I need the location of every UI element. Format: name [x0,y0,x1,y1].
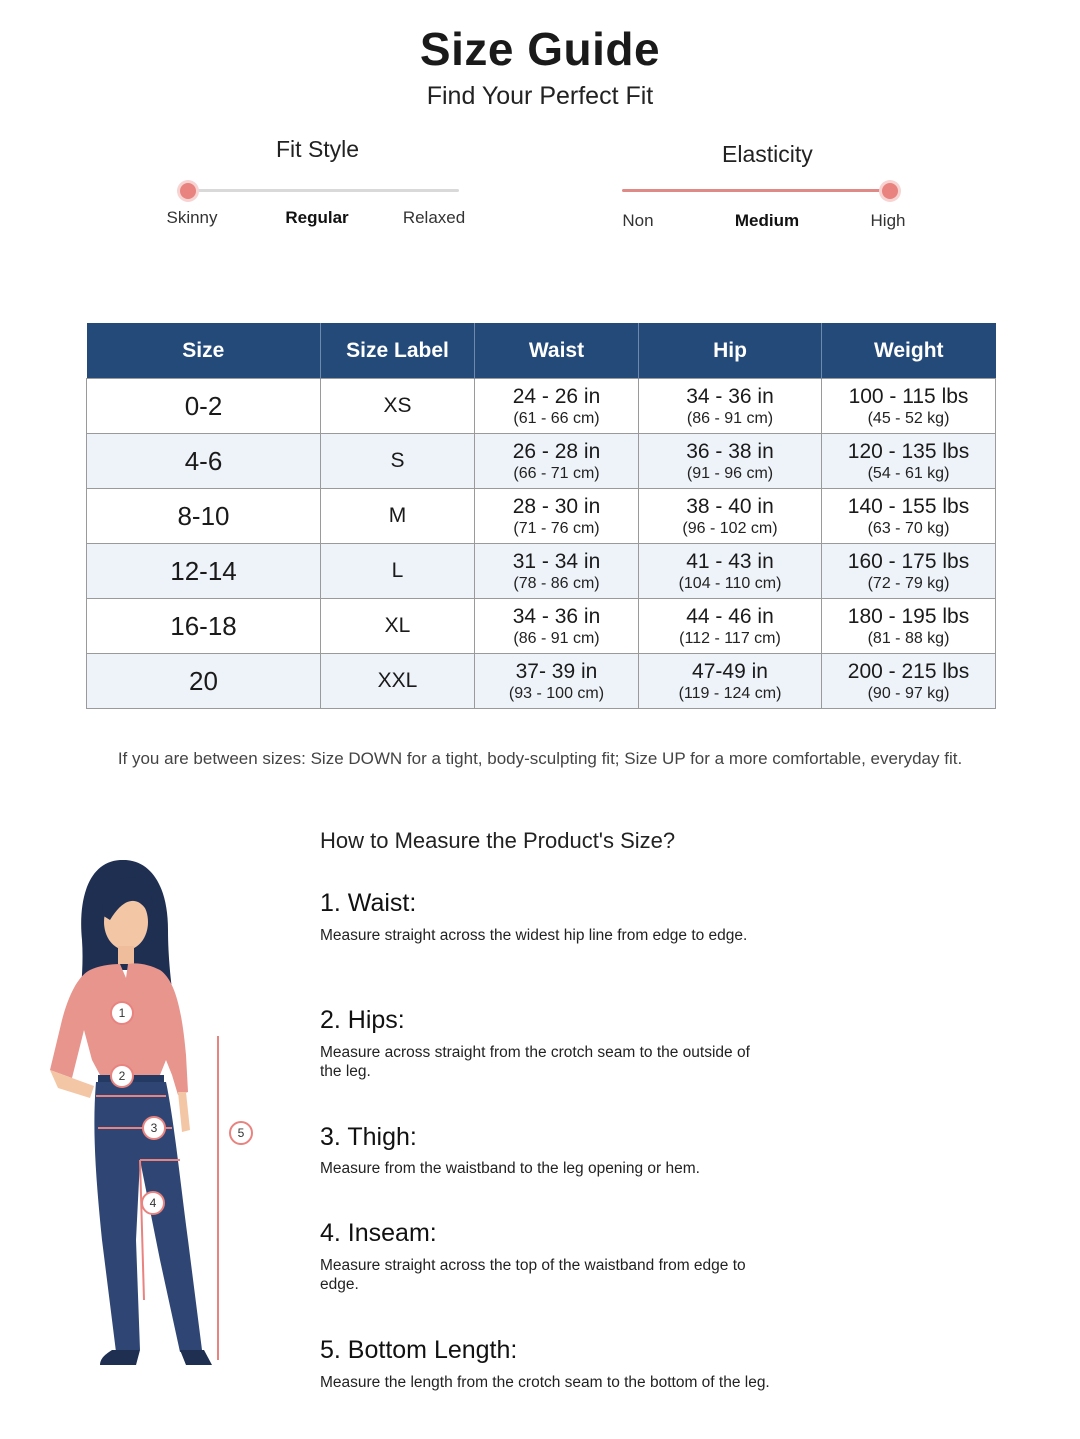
size-cell: 4-6 [87,434,321,489]
waist-in: 37- 39 in [515,659,598,683]
step-bottom-length-title: 5. Bottom Length: [320,1336,518,1364]
fit-style-label-regular: Regular [285,208,349,227]
hip-in: 47-49 in [692,659,768,683]
hip-cell [639,489,822,544]
fit-style-indicator [180,183,196,199]
hip-in: 44 - 46 in [686,604,774,628]
step-thigh-desc: Measure from the waistband to the leg opening or hem. [320,1160,700,1177]
waist-in: 31 - 34 in [512,549,601,573]
marker-5-label: 5 [237,1126,245,1140]
marker-4-label: 4 [149,1196,157,1210]
hip-cell [639,654,822,709]
weight-cell [822,379,996,434]
step-waist-title: 1. Waist: [320,889,417,917]
step-thigh-title: 3. Thigh: [320,1123,417,1151]
table-row [87,379,996,434]
waist-cell [475,544,639,599]
step-hips-desc: Measure across straight from the crotch seam to the outside of the leg. [320,1044,750,1080]
step-bottom-length-desc: Measure the length from the crotch seam to the bottom of the leg. [320,1374,770,1391]
waist-in: 34 - 36 in [512,604,601,628]
table-row [87,434,996,489]
weight-cell [822,599,996,654]
hip-cm: (104 - 110 cm) [678,574,782,592]
marker-2-icon [110,1064,134,1088]
weight-kg: (54 - 61 kg) [867,464,950,482]
elasticity-label-high: High [870,211,906,230]
column-header-size-label: Size Label [321,323,475,379]
waist-in: 28 - 30 in [512,494,601,518]
step-hips-title: 2. Hips: [320,1006,405,1034]
size-label-cell: XXL [321,654,475,709]
hip-in: 34 - 36 in [686,384,774,408]
column-header-weight: Weight [822,323,996,379]
marker-4-icon [141,1191,165,1215]
weight-kg: (90 - 97 kg) [867,684,950,702]
weight-kg: (45 - 52 kg) [867,409,950,427]
waist-in: 24 - 26 in [512,384,601,408]
size-chart-table [86,323,996,709]
size-label-cell: XL [321,599,475,654]
waist-cell [475,489,639,544]
weight-cell [822,489,996,544]
size-label-cell: XS [321,379,475,434]
weight-cell [822,434,996,489]
weight-kg: (72 - 79 kg) [867,574,950,592]
weight-lbs: 200 - 215 lbs [847,659,970,683]
weight-lbs: 160 - 175 lbs [847,549,970,573]
size-cell: 8-10 [87,489,321,544]
fit-style-label-relaxed: Relaxed [402,208,466,227]
hip-cm: (96 - 102 cm) [682,519,778,537]
hip-cell [639,434,822,489]
waist-cell [475,599,639,654]
size-cell: 16-18 [87,599,321,654]
hip-cm: (112 - 117 cm) [679,629,781,647]
elasticity-label-medium: Medium [734,211,800,230]
size-cell: 20 [87,654,321,709]
marker-1-icon [110,1001,134,1025]
column-header-size: Size [87,323,321,379]
weight-cell [822,544,996,599]
elasticity-track [622,189,890,192]
elasticity-label-non: Non [622,211,654,230]
hip-cm: (91 - 96 cm) [686,464,774,482]
weight-kg: (81 - 88 kg) [867,629,950,647]
waist-cm: (78 - 86 cm) [513,574,600,592]
step-inseam-desc: Measure straight across the top of the waistband from edge to edge. [320,1257,746,1293]
marker-2-label: 2 [118,1069,126,1083]
waist-in: 26 - 28 in [512,439,601,463]
size-label-cell: M [321,489,475,544]
size-label-cell: S [321,434,475,489]
waist-cm: (66 - 71 cm) [513,464,600,482]
step-waist-desc: Measure straight across the widest hip line from edge to edge. [320,927,748,944]
table-header-row [87,323,996,379]
table-row [87,544,996,599]
measure-heading: How to Measure the Product's Size? [320,828,676,853]
size-label-cell: L [321,544,475,599]
weight-lbs: 120 - 135 lbs [847,439,970,463]
hip-in: 38 - 40 in [686,494,774,518]
hip-in: 41 - 43 in [686,549,774,573]
waist-cell [475,379,639,434]
marker-3-icon [142,1116,166,1140]
hip-cell [639,599,822,654]
elasticity-title: Elasticity [722,141,813,167]
sizing-note: If you are between sizes: Size DOWN for a tight, body-sculpting fit; Size UP for a more comfortable, everyday fit. [117,749,963,768]
page-subtitle: Find Your Perfect Fit [426,82,654,110]
hip-cm: (86 - 91 cm) [686,409,774,427]
table-row [87,489,996,544]
marker-1-label: 1 [118,1006,126,1020]
weight-cell [822,654,996,709]
hip-cell [639,379,822,434]
page-title: Size Guide [419,23,661,75]
marker-5-icon [229,1121,253,1145]
table-row [87,654,996,709]
hip-in: 36 - 38 in [686,439,774,463]
hip-cell [639,544,822,599]
waist-cell [475,434,639,489]
size-cell: 12-14 [87,544,321,599]
weight-lbs: 100 - 115 lbs [848,384,969,408]
weight-lbs: 140 - 155 lbs [847,494,970,518]
elasticity-indicator [882,183,898,199]
waist-cm: (86 - 91 cm) [513,629,600,647]
column-header-waist: Waist [475,323,639,379]
hip-cm: (119 - 124 cm) [678,684,782,702]
fit-style-label-skinny: Skinny [166,208,218,227]
waist-cm: (93 - 100 cm) [508,684,605,702]
waist-cm: (61 - 66 cm) [513,409,600,427]
fit-style-track [187,189,459,192]
size-cell: 0-2 [87,379,321,434]
waist-cell [475,654,639,709]
marker-3-label: 3 [150,1121,158,1135]
column-header-hip: Hip [639,323,822,379]
step-inseam-title: 4. Inseam: [320,1219,437,1247]
waist-cm: (71 - 76 cm) [513,519,600,537]
fit-style-title: Fit Style [276,136,360,162]
weight-lbs: 180 - 195 lbs [847,604,970,628]
table-row [87,599,996,654]
weight-kg: (63 - 70 kg) [867,519,950,537]
